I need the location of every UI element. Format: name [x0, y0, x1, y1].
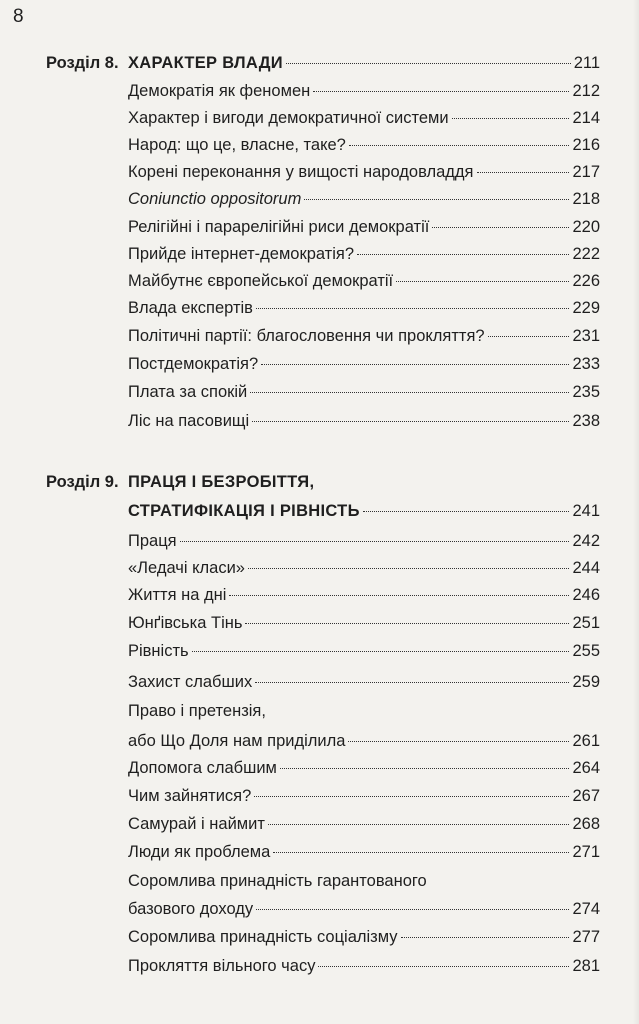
- toc-entry-page: 212: [572, 82, 600, 100]
- toc-entry-page: 281: [572, 957, 600, 975]
- dot-leader: [349, 145, 570, 146]
- dot-leader: [304, 199, 569, 200]
- toc-entry-page: 235: [572, 383, 600, 401]
- toc-entry-title: Релігійні і парарелігійні риси демократії: [128, 218, 430, 236]
- toc-entry: [128, 640, 600, 662]
- dot-leader: [280, 768, 570, 769]
- toc-entry: [128, 107, 600, 129]
- toc-entry-page: 217: [572, 163, 600, 181]
- toc-entry-page: 277: [572, 928, 600, 946]
- page-number: 8: [13, 6, 24, 27]
- dot-leader: [452, 118, 570, 119]
- dot-leader: [250, 392, 569, 393]
- toc-entry-title: Чим зайнятися?: [128, 787, 252, 805]
- toc-entry: [128, 841, 600, 863]
- toc-entry: [128, 381, 600, 403]
- dot-leader: [396, 281, 569, 282]
- toc-entry-title: базового доходу: [128, 900, 254, 918]
- toc-entry-page: 229: [572, 299, 600, 317]
- dot-leader: [432, 227, 569, 228]
- dot-leader: [357, 254, 569, 255]
- toc-entry-title: Характер і вигоди демократичної системи: [128, 109, 449, 127]
- toc-entry: [128, 134, 600, 156]
- chapter-8-heading-row: [128, 52, 600, 74]
- page-edge-shadow: [633, 0, 639, 1024]
- toc-entry: [128, 188, 600, 210]
- toc-entry-page: 244: [572, 559, 600, 577]
- dot-leader: [313, 91, 569, 92]
- toc-entry-page: 251: [572, 614, 600, 632]
- chapter-8-page: 211: [573, 54, 600, 72]
- toc-entry-title-line1: Право і претензія,: [128, 702, 266, 720]
- toc-entry: [128, 410, 600, 432]
- dot-leader: [286, 63, 571, 64]
- dot-leader: [477, 172, 570, 173]
- toc-entry-title: Ліс на пасовищі: [128, 412, 250, 430]
- toc-entry: [128, 926, 600, 948]
- toc-entry: [128, 730, 600, 752]
- toc-entry-page: 238: [572, 412, 600, 430]
- toc-entry-page: 242: [572, 532, 600, 550]
- chapter-9-label: Розділ 9.: [46, 473, 119, 491]
- toc-entry-page: 226: [572, 272, 600, 290]
- toc-entry: [128, 671, 600, 693]
- toc-entry: [128, 898, 600, 920]
- toc-entry-page: 218: [572, 190, 600, 208]
- toc-entry-title: Рівність: [128, 642, 189, 660]
- toc-entry-page: 220: [572, 218, 600, 236]
- toc-entry: [128, 530, 600, 552]
- toc-entry-page: 274: [572, 900, 600, 918]
- toc-entry: [128, 325, 600, 347]
- dot-leader: [255, 682, 569, 683]
- toc-entry-title: Прийде інтернет-демократія?: [128, 245, 355, 263]
- toc-entry-title: Життя на дні: [128, 586, 227, 604]
- toc-entry-page: 233: [572, 355, 600, 373]
- dot-leader: [245, 623, 569, 624]
- toc-entry: [128, 757, 600, 779]
- toc-entry-page: 261: [572, 732, 600, 750]
- dot-leader: [192, 651, 570, 652]
- toc-entry: [128, 161, 600, 183]
- chapter-9-title-line1: ПРАЦЯ І БЕЗРОБІТТЯ,: [128, 473, 315, 491]
- toc-entry: [128, 584, 600, 606]
- toc-entry-title: Соромлива принадність соціалізму: [128, 928, 398, 946]
- toc-entry: [128, 243, 600, 265]
- toc-entry-page: 214: [572, 109, 600, 127]
- toc-entry: [128, 785, 600, 807]
- toc-entry: [128, 353, 600, 375]
- toc-entry-title: Прокляття вільного часу: [128, 957, 316, 975]
- toc-entry: [128, 270, 600, 292]
- toc-entry: [128, 216, 600, 238]
- dot-leader: [252, 421, 569, 422]
- toc-entry-title: Самурай і наймит: [128, 815, 265, 833]
- toc-entry-title: Постдемократія?: [128, 355, 259, 373]
- toc-entry-page: 264: [572, 759, 600, 777]
- toc-entry-title: «Ледачі класи»: [128, 559, 245, 577]
- dot-leader: [180, 541, 570, 542]
- toc-entry-page: 216: [572, 136, 600, 154]
- dot-leader: [318, 966, 569, 967]
- toc-entry-page: 267: [572, 787, 600, 805]
- dot-leader: [254, 796, 569, 797]
- dot-leader: [348, 741, 569, 742]
- chapter-9-heading-row: [128, 500, 600, 522]
- toc-entry-title: Плата за спокій: [128, 383, 248, 401]
- chapter-9-title-line2: СТРАТИФІКАЦІЯ І РІВНІСТЬ: [128, 502, 360, 520]
- chapter-8-title: ХАРАКТЕР ВЛАДИ: [128, 54, 283, 72]
- toc-entry-title: Народ: що це, власне, таке?: [128, 136, 346, 154]
- dot-leader: [273, 852, 569, 853]
- toc-entry: [128, 557, 600, 579]
- toc-entry-page: 246: [572, 586, 600, 604]
- toc-entry-title: Майбутнє європейської демократії: [128, 272, 394, 290]
- toc-entry-title: Влада експертів: [128, 299, 253, 317]
- dot-leader: [488, 336, 570, 337]
- toc-entry-title: Допомога слабшим: [128, 759, 277, 777]
- toc-entry-title: Демократія як феномен: [128, 82, 311, 100]
- toc-entry-title: або Що Доля нам приділила: [128, 732, 346, 750]
- toc-entry: [128, 955, 600, 977]
- toc-entry: [128, 612, 600, 634]
- chapter-8-label: Розділ 8.: [46, 54, 119, 72]
- toc-entry-title: Юнґівська Тінь: [128, 614, 243, 632]
- toc-entry-title: Люди як проблема: [128, 843, 271, 861]
- dot-leader: [248, 568, 570, 569]
- toc-entry-title: Coniunctio oppositorum: [128, 190, 302, 208]
- dot-leader: [256, 308, 570, 309]
- toc-entry-page: 259: [572, 673, 600, 691]
- dot-leader: [363, 511, 570, 512]
- toc-entry-title: Політичні партії: благословення чи прокляття?: [128, 327, 485, 345]
- toc-entry-page: 271: [572, 843, 600, 861]
- toc-entry: [128, 813, 600, 835]
- toc-entry-title: Праця: [128, 532, 177, 550]
- toc-entry: [128, 80, 600, 102]
- toc-entry-page: 222: [572, 245, 600, 263]
- toc-entry-title-line1: Соромлива принадність гарантованого: [128, 872, 427, 890]
- dot-leader: [256, 909, 569, 910]
- toc-entry-page: 231: [572, 327, 600, 345]
- dot-leader: [401, 937, 570, 938]
- chapter-9-page: 241: [572, 502, 600, 520]
- toc-entry: [128, 297, 600, 319]
- toc-entry-page: 255: [572, 642, 600, 660]
- toc-entry-title: Захист слабших: [128, 673, 253, 691]
- dot-leader: [229, 595, 569, 596]
- dot-leader: [261, 364, 569, 365]
- toc-entry-title: Корені переконання у вищості народовладдя: [128, 163, 474, 181]
- dot-leader: [268, 824, 570, 825]
- toc-entry-page: 268: [572, 815, 600, 833]
